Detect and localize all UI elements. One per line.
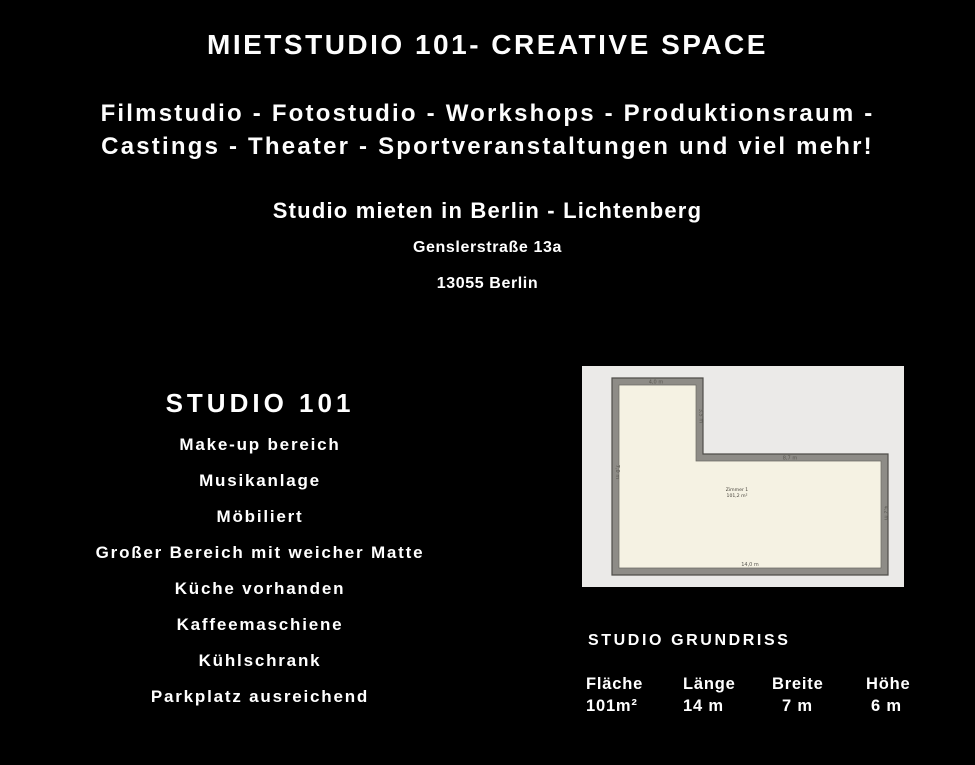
- dim-left-label: 7,0 m: [614, 464, 620, 480]
- spec-label-breite: Breite: [772, 675, 824, 693]
- floorplan-drawing: [582, 366, 904, 587]
- spec-column-flaeche: [586, 675, 643, 716]
- spec-column-breite: [772, 675, 824, 716]
- spec-label-laenge: Länge: [683, 675, 736, 693]
- dim-right-label: 4,2 m: [882, 505, 889, 521]
- dim-top-label: 4,0 m: [648, 379, 664, 386]
- dim-bottom-label: 14,0 m: [741, 562, 759, 568]
- spec-column-hoehe: [866, 675, 910, 716]
- feature-item-makeup: Make-up bereich: [179, 435, 341, 454]
- feature-item-matte: Großer Bereich mit weicher Matte: [95, 543, 425, 562]
- room-area-label: 101,2 m²: [726, 494, 748, 499]
- postal-city: 13055 Berlin: [436, 275, 539, 292]
- services-subtitle: [0, 97, 975, 163]
- feature-item-musikanlage: Musikanlage: [199, 471, 321, 490]
- spec-value-laenge: 14 m: [683, 697, 724, 715]
- subtitle-line-2: Castings - Theater - Sportveranstaltungen und viel mehr!: [101, 133, 874, 160]
- subtitle-line-1: Filmstudio - Fotostudio - Workshops - Produktionsraum -: [100, 100, 875, 127]
- room-name-label: Zimmer 1: [725, 488, 749, 493]
- street-address: Genslerstraße 13a: [413, 239, 562, 256]
- page-title: MIETSTUDIO 101- CREATIVE SPACE: [207, 29, 768, 60]
- grundriss-heading: STUDIO GRUNDRISS: [588, 632, 791, 649]
- spec-value-flaeche: 101m²: [586, 697, 638, 715]
- floorplan-image: [582, 366, 904, 587]
- spec-value-hoehe: 6 m: [871, 697, 902, 715]
- spec-column-laenge: [683, 675, 736, 716]
- feature-item-moebiliert: Möbiliert: [216, 507, 304, 526]
- location-heading: Studio mieten in Berlin - Lichtenberg: [272, 198, 703, 223]
- spec-label-hoehe: Höhe: [866, 675, 911, 693]
- dim-inner-vertical-label: 3,5 m: [697, 408, 704, 424]
- studio-heading: STUDIO 101: [165, 388, 355, 418]
- spec-label-flaeche: Fläche: [586, 675, 644, 693]
- feature-item-kueche: Küche vorhanden: [174, 579, 346, 598]
- studio-feature-list: [0, 388, 520, 724]
- dim-step-label: 8,7 m: [782, 455, 798, 462]
- feature-item-kuehlschrank: Kühlschrank: [198, 651, 322, 670]
- feature-item-parkplatz: Parkplatz ausreichend: [150, 687, 370, 706]
- feature-item-kaffeemaschiene: Kaffeemaschiene: [176, 615, 344, 634]
- spec-value-breite: 7 m: [782, 697, 813, 715]
